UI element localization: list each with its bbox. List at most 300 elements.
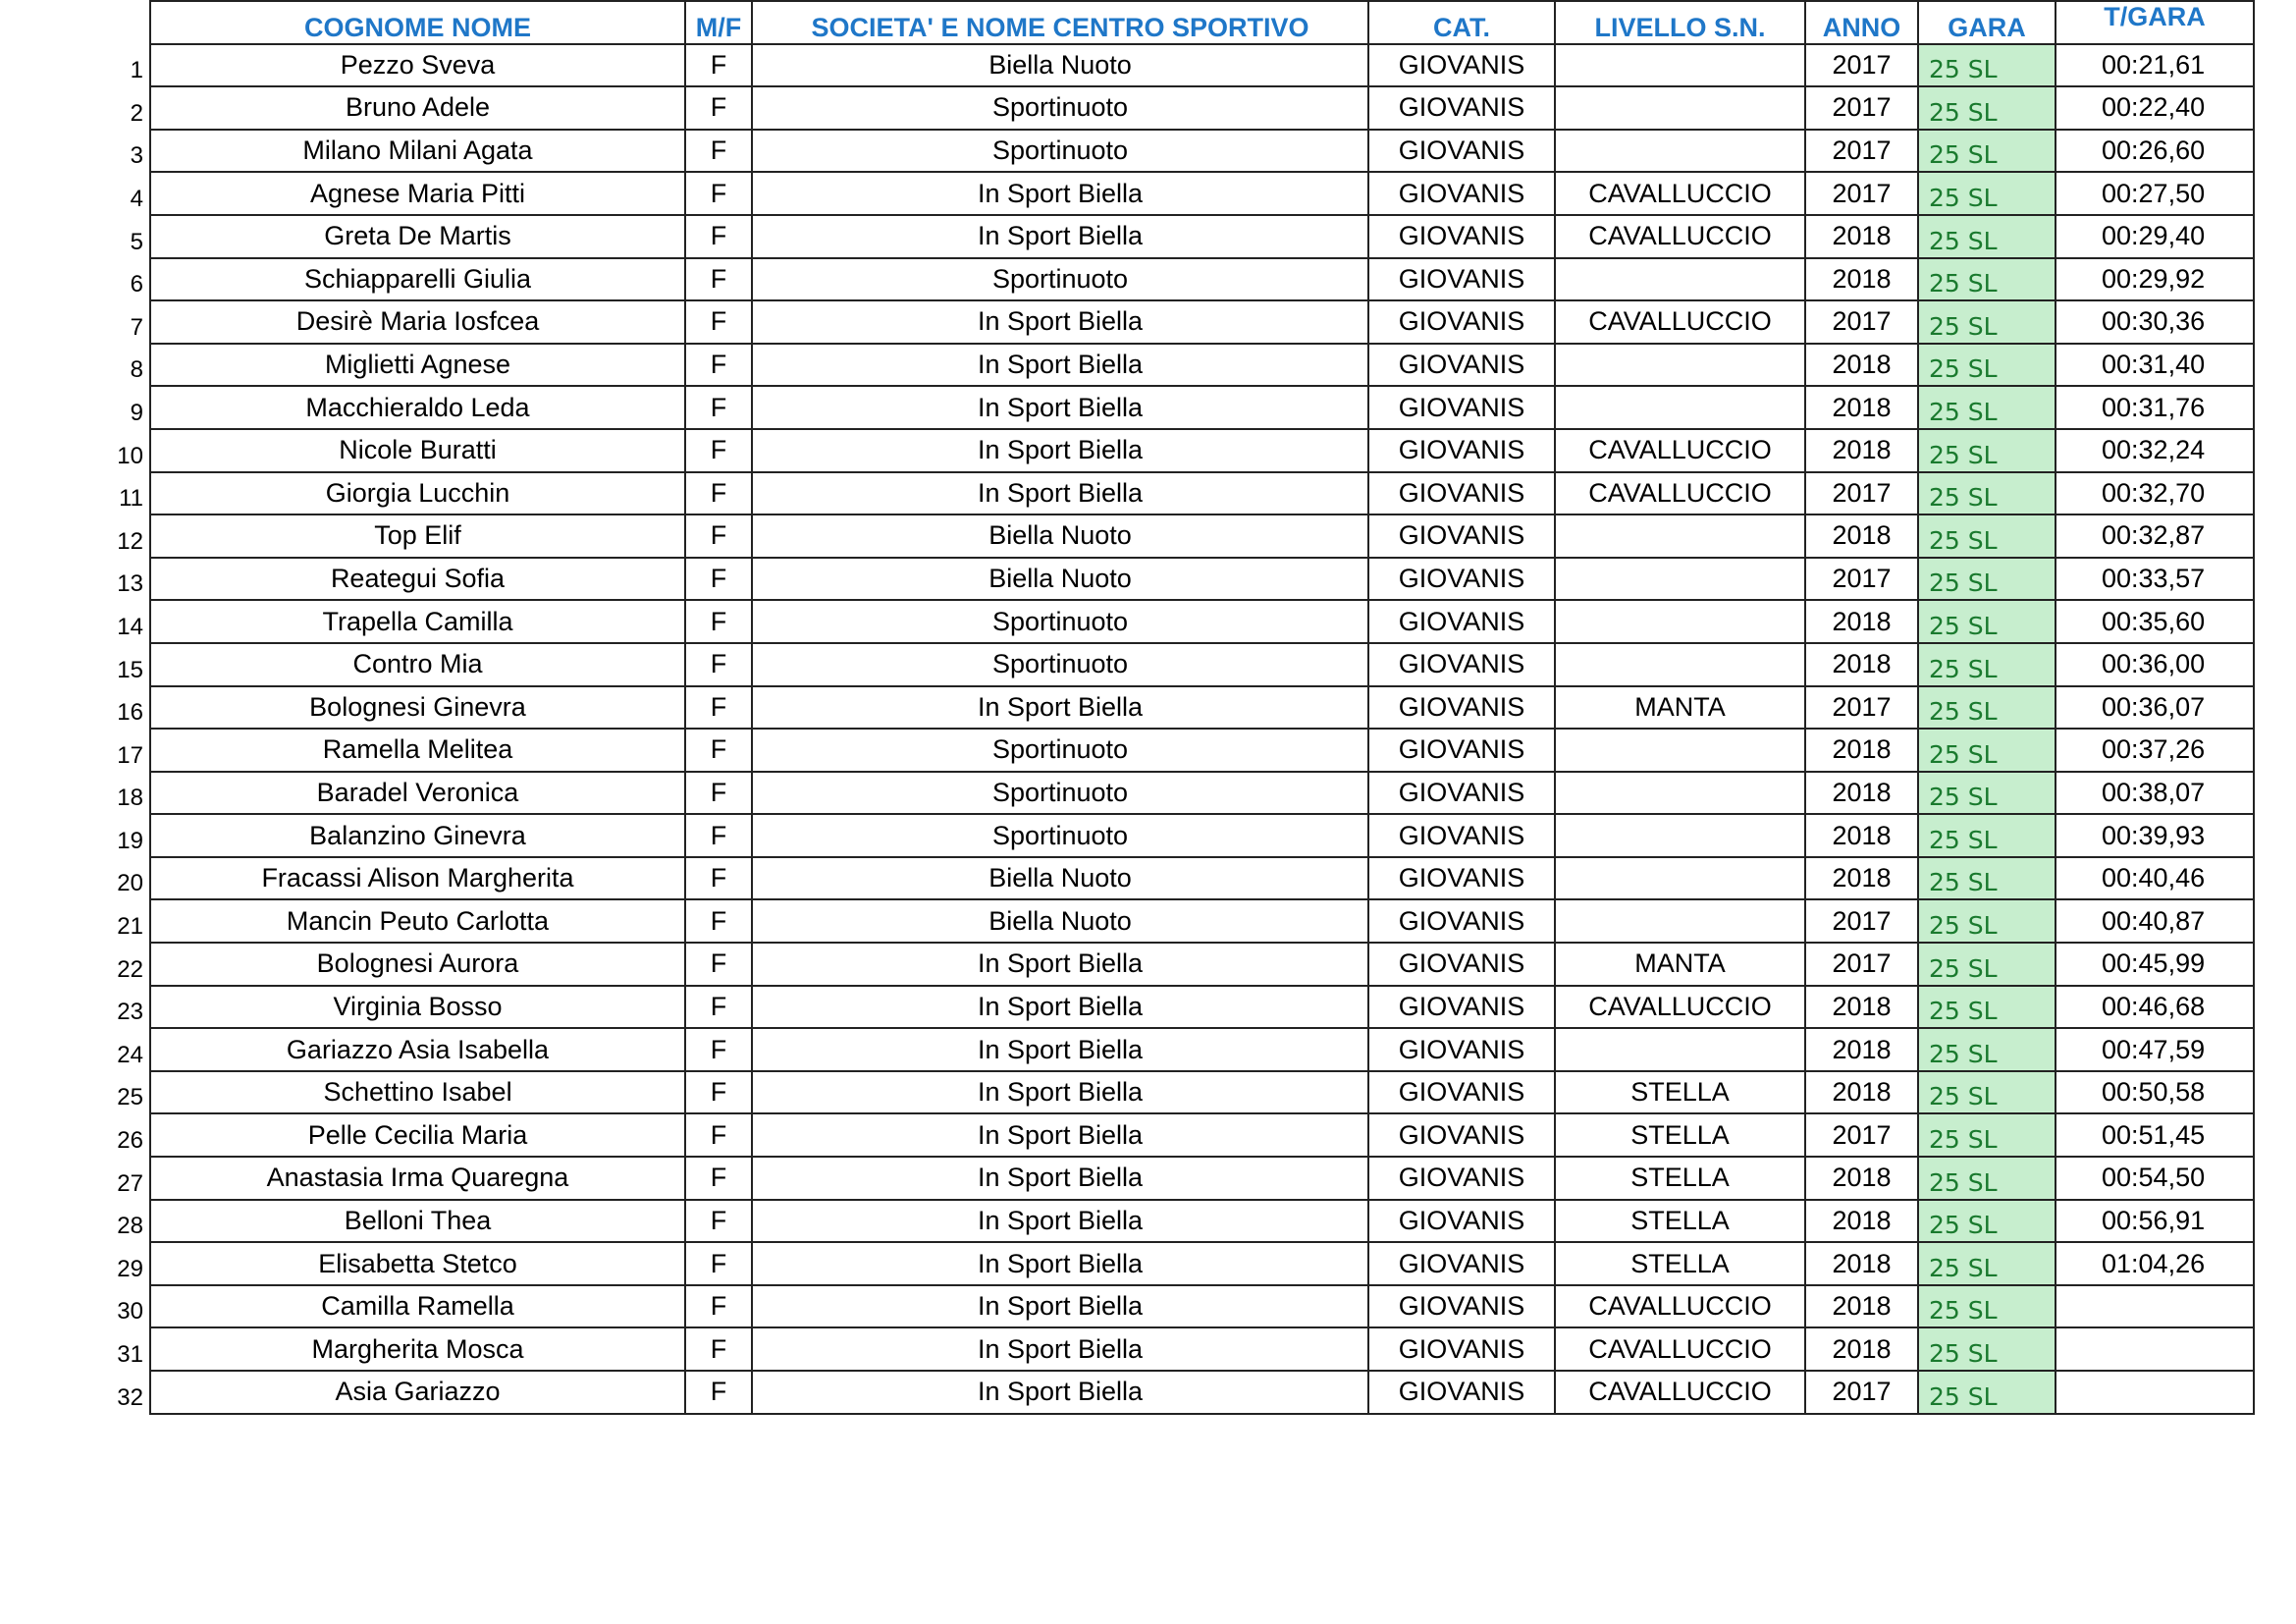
athlete-name: Greta De Martis	[150, 215, 685, 258]
row-number: 7	[130, 313, 143, 341]
gender-cell: F	[685, 857, 752, 900]
club-cell: In Sport Biella	[752, 1371, 1368, 1414]
race-cell: 25 SL	[1918, 986, 2056, 1029]
race-cell: 25 SL	[1918, 172, 2056, 215]
year-cell: 2017	[1805, 472, 1918, 515]
row-number: 1	[130, 57, 143, 84]
athlete-name: Elisabetta Stetco	[150, 1242, 685, 1285]
time-cell: 01:04,26	[2056, 1242, 2254, 1285]
race-cell: 25 SL	[1918, 44, 2056, 87]
athlete-name: Virginia Bosso	[150, 986, 685, 1029]
year-cell: 2018	[1805, 729, 1918, 772]
athlete-name: Camilla Ramella	[150, 1285, 685, 1328]
athlete-name: Bolognesi Aurora	[150, 943, 685, 986]
table-row	[0, 1157, 2254, 1200]
table-row	[0, 1113, 2254, 1157]
category-cell: GIOVANIS	[1368, 44, 1555, 87]
table-row	[0, 986, 2254, 1029]
gender-cell: F	[685, 86, 752, 130]
row-number: 29	[117, 1255, 143, 1282]
level-cell	[1555, 514, 1805, 558]
table-row	[0, 429, 2254, 472]
club-cell: Sportinuoto	[752, 600, 1368, 643]
table-row	[0, 1242, 2254, 1285]
time-cell: 00:32,87	[2056, 514, 2254, 558]
category-cell: GIOVANIS	[1368, 1327, 1555, 1371]
category-cell: GIOVANIS	[1368, 1285, 1555, 1328]
athlete-name: Belloni Thea	[150, 1200, 685, 1243]
row-number: 26	[117, 1127, 143, 1155]
header-mf: M/F	[685, 1, 752, 44]
category-cell: GIOVANIS	[1368, 643, 1555, 686]
table-row	[0, 729, 2254, 772]
category-cell: GIOVANIS	[1368, 1028, 1555, 1071]
row-number: 2	[130, 99, 143, 127]
table-row	[0, 1327, 2254, 1371]
time-cell: 00:36,07	[2056, 686, 2254, 730]
table-row	[0, 1371, 2254, 1414]
row-number: 19	[117, 827, 143, 854]
club-cell: In Sport Biella	[752, 1242, 1368, 1285]
race-cell: 25 SL	[1918, 1242, 2056, 1285]
level-cell: STELLA	[1555, 1113, 1805, 1157]
club-cell: In Sport Biella	[752, 300, 1368, 344]
category-cell: GIOVANIS	[1368, 130, 1555, 173]
table-row	[0, 686, 2254, 730]
gender-cell: F	[685, 429, 752, 472]
athlete-name: Desirè Maria Iosfcea	[150, 300, 685, 344]
table-row	[0, 514, 2254, 558]
year-cell: 2017	[1805, 558, 1918, 601]
level-cell	[1555, 857, 1805, 900]
level-cell: CAVALLUCCIO	[1555, 429, 1805, 472]
athlete-name: Baradel Veronica	[150, 772, 685, 815]
gender-cell: F	[685, 1371, 752, 1414]
level-cell: CAVALLUCCIO	[1555, 1327, 1805, 1371]
row-number: 11	[119, 485, 143, 513]
athlete-name: Gariazzo Asia Isabella	[150, 1028, 685, 1071]
gender-cell: F	[685, 344, 752, 387]
race-cell: 25 SL	[1918, 686, 2056, 730]
gender-cell: F	[685, 44, 752, 87]
year-cell: 2017	[1805, 86, 1918, 130]
level-cell: CAVALLUCCIO	[1555, 300, 1805, 344]
athlete-name: Pelle Cecilia Maria	[150, 1113, 685, 1157]
category-cell: GIOVANIS	[1368, 215, 1555, 258]
category-cell: GIOVANIS	[1368, 386, 1555, 429]
results-body	[0, 44, 2254, 1414]
athlete-name: Anastasia Irma Quaregna	[150, 1157, 685, 1200]
athlete-name: Schiapparelli Giulia	[150, 258, 685, 301]
table-row	[0, 899, 2254, 943]
category-cell: GIOVANIS	[1368, 772, 1555, 815]
race-cell: 25 SL	[1918, 1157, 2056, 1200]
table-row	[0, 857, 2254, 900]
gender-cell: F	[685, 472, 752, 515]
year-cell: 2018	[1805, 814, 1918, 857]
row-number: 12	[117, 527, 143, 555]
row-number: 17	[117, 741, 143, 769]
row-number: 23	[117, 999, 143, 1026]
race-cell: 25 SL	[1918, 729, 2056, 772]
club-cell: In Sport Biella	[752, 686, 1368, 730]
club-cell: In Sport Biella	[752, 429, 1368, 472]
race-cell: 25 SL	[1918, 386, 2056, 429]
time-cell: 00:35,60	[2056, 600, 2254, 643]
level-cell	[1555, 643, 1805, 686]
table-row	[0, 172, 2254, 215]
row-number: 13	[117, 570, 143, 598]
year-cell: 2018	[1805, 600, 1918, 643]
gender-cell: F	[685, 643, 752, 686]
level-cell: MANTA	[1555, 943, 1805, 986]
race-cell: 25 SL	[1918, 86, 2056, 130]
race-cell: 25 SL	[1918, 300, 2056, 344]
athlete-name: Giorgia Lucchin	[150, 472, 685, 515]
race-cell: 25 SL	[1918, 514, 2056, 558]
club-cell: Sportinuoto	[752, 643, 1368, 686]
race-cell: 25 SL	[1918, 558, 2056, 601]
club-cell: Biella Nuoto	[752, 857, 1368, 900]
gender-cell: F	[685, 1157, 752, 1200]
gender-cell: F	[685, 729, 752, 772]
year-cell: 2018	[1805, 386, 1918, 429]
year-cell: 2018	[1805, 429, 1918, 472]
race-cell: 25 SL	[1918, 258, 2056, 301]
category-cell: GIOVANIS	[1368, 1071, 1555, 1114]
athlete-name: Schettino Isabel	[150, 1071, 685, 1114]
club-cell: Sportinuoto	[752, 729, 1368, 772]
level-cell: CAVALLUCCIO	[1555, 172, 1805, 215]
year-cell: 2017	[1805, 172, 1918, 215]
year-cell: 2018	[1805, 1071, 1918, 1114]
table-row	[0, 130, 2254, 173]
level-cell: CAVALLUCCIO	[1555, 986, 1805, 1029]
time-cell: 00:47,59	[2056, 1028, 2254, 1071]
club-cell: Sportinuoto	[752, 772, 1368, 815]
gender-cell: F	[685, 986, 752, 1029]
row-number: 28	[117, 1213, 143, 1240]
gender-cell: F	[685, 386, 752, 429]
club-cell: Sportinuoto	[752, 814, 1368, 857]
club-cell: In Sport Biella	[752, 344, 1368, 387]
race-cell: 25 SL	[1918, 643, 2056, 686]
club-cell: In Sport Biella	[752, 215, 1368, 258]
time-cell: 00:38,07	[2056, 772, 2254, 815]
header-name: COGNOME NOME	[150, 1, 685, 44]
row-number: 6	[130, 271, 143, 298]
club-cell: In Sport Biella	[752, 1113, 1368, 1157]
race-cell: 25 SL	[1918, 1113, 2056, 1157]
athlete-name: Contro Mia	[150, 643, 685, 686]
table-row	[0, 600, 2254, 643]
category-cell: GIOVANIS	[1368, 686, 1555, 730]
category-cell: GIOVANIS	[1368, 472, 1555, 515]
header-cat: CAT.	[1368, 1, 1555, 44]
time-cell: 00:37,26	[2056, 729, 2254, 772]
club-cell: In Sport Biella	[752, 1327, 1368, 1371]
club-cell: Biella Nuoto	[752, 44, 1368, 87]
time-cell: 00:32,24	[2056, 429, 2254, 472]
race-cell: 25 SL	[1918, 1371, 2056, 1414]
year-cell: 2018	[1805, 1157, 1918, 1200]
athlete-name: Nicole Buratti	[150, 429, 685, 472]
year-cell: 2018	[1805, 1327, 1918, 1371]
year-cell: 2017	[1805, 1113, 1918, 1157]
year-cell: 2018	[1805, 857, 1918, 900]
level-cell	[1555, 600, 1805, 643]
row-number: 27	[117, 1169, 143, 1197]
table-row	[0, 814, 2254, 857]
row-number: 21	[117, 913, 143, 941]
time-cell	[2056, 1285, 2254, 1328]
level-cell: CAVALLUCCIO	[1555, 1285, 1805, 1328]
club-cell: In Sport Biella	[752, 386, 1368, 429]
race-cell: 25 SL	[1918, 429, 2056, 472]
header-row	[0, 1, 2254, 44]
year-cell: 2018	[1805, 344, 1918, 387]
time-cell: 00:56,91	[2056, 1200, 2254, 1243]
club-cell: In Sport Biella	[752, 1071, 1368, 1114]
time-cell: 00:54,50	[2056, 1157, 2254, 1200]
category-cell: GIOVANIS	[1368, 943, 1555, 986]
table-row	[0, 215, 2254, 258]
row-number: 32	[117, 1383, 143, 1411]
row-number: 5	[130, 228, 143, 255]
year-cell: 2018	[1805, 1285, 1918, 1328]
race-cell: 25 SL	[1918, 1200, 2056, 1243]
year-cell: 2017	[1805, 943, 1918, 986]
level-cell: CAVALLUCCIO	[1555, 1371, 1805, 1414]
year-cell: 2018	[1805, 1200, 1918, 1243]
gender-cell: F	[685, 1113, 752, 1157]
year-cell: 2017	[1805, 44, 1918, 87]
category-cell: GIOVANIS	[1368, 1200, 1555, 1243]
athlete-name: Asia Gariazzo	[150, 1371, 685, 1414]
header-time: T/GARA	[2056, 1, 2254, 44]
club-cell: In Sport Biella	[752, 943, 1368, 986]
table-row	[0, 772, 2254, 815]
athlete-name: Agnese Maria Pitti	[150, 172, 685, 215]
level-cell: STELLA	[1555, 1157, 1805, 1200]
gender-cell: F	[685, 1200, 752, 1243]
year-cell: 2018	[1805, 215, 1918, 258]
time-cell: 00:50,58	[2056, 1071, 2254, 1114]
gender-cell: F	[685, 899, 752, 943]
category-cell: GIOVANIS	[1368, 1157, 1555, 1200]
athlete-name: Fracassi Alison Margherita	[150, 857, 685, 900]
time-cell: 00:33,57	[2056, 558, 2254, 601]
club-cell: Sportinuoto	[752, 258, 1368, 301]
race-cell: 25 SL	[1918, 857, 2056, 900]
gender-cell: F	[685, 300, 752, 344]
year-cell: 2017	[1805, 130, 1918, 173]
table-row	[0, 472, 2254, 515]
race-cell: 25 SL	[1918, 1071, 2056, 1114]
club-cell: In Sport Biella	[752, 472, 1368, 515]
gender-cell: F	[685, 1028, 752, 1071]
gender-cell: F	[685, 172, 752, 215]
row-number: 16	[117, 699, 143, 727]
club-cell: Biella Nuoto	[752, 899, 1368, 943]
row-number: 10	[117, 442, 143, 469]
category-cell: GIOVANIS	[1368, 899, 1555, 943]
year-cell: 2017	[1805, 1371, 1918, 1414]
level-cell	[1555, 814, 1805, 857]
row-number: 24	[117, 1041, 143, 1068]
athlete-name: Trapella Camilla	[150, 600, 685, 643]
row-number: 14	[117, 613, 143, 640]
time-cell: 00:29,40	[2056, 215, 2254, 258]
table-row	[0, 1285, 2254, 1328]
race-cell: 25 SL	[1918, 814, 2056, 857]
gender-cell: F	[685, 600, 752, 643]
time-cell: 00:29,92	[2056, 258, 2254, 301]
table-row	[0, 558, 2254, 601]
category-cell: GIOVANIS	[1368, 258, 1555, 301]
time-cell: 00:22,40	[2056, 86, 2254, 130]
level-cell: CAVALLUCCIO	[1555, 215, 1805, 258]
row-number: 3	[130, 142, 143, 170]
time-cell	[2056, 1371, 2254, 1414]
table-row	[0, 258, 2254, 301]
gender-cell: F	[685, 1285, 752, 1328]
row-number: 8	[130, 356, 143, 384]
level-cell	[1555, 772, 1805, 815]
club-cell: Biella Nuoto	[752, 514, 1368, 558]
table-row	[0, 643, 2254, 686]
category-cell: GIOVANIS	[1368, 729, 1555, 772]
level-cell	[1555, 729, 1805, 772]
header-year: ANNO	[1805, 1, 1918, 44]
gender-cell: F	[685, 514, 752, 558]
time-cell	[2056, 1327, 2254, 1371]
year-cell: 2018	[1805, 986, 1918, 1029]
row-number: 9	[130, 399, 143, 426]
gender-cell: F	[685, 258, 752, 301]
athlete-name: Bolognesi Ginevra	[150, 686, 685, 730]
table-row	[0, 386, 2254, 429]
category-cell: GIOVANIS	[1368, 1242, 1555, 1285]
race-cell: 25 SL	[1918, 943, 2056, 986]
category-cell: GIOVANIS	[1368, 558, 1555, 601]
category-cell: GIOVANIS	[1368, 344, 1555, 387]
race-cell: 25 SL	[1918, 130, 2056, 173]
year-cell: 2018	[1805, 1242, 1918, 1285]
athlete-name: Mancin Peuto Carlotta	[150, 899, 685, 943]
row-number: 22	[117, 955, 143, 983]
athlete-name: Bruno Adele	[150, 86, 685, 130]
level-cell	[1555, 386, 1805, 429]
header-race: GARA	[1918, 1, 2056, 44]
gender-cell: F	[685, 772, 752, 815]
table-row	[0, 300, 2254, 344]
level-cell	[1555, 44, 1805, 87]
table-row	[0, 86, 2254, 130]
level-cell: STELLA	[1555, 1242, 1805, 1285]
athlete-name: Top Elif	[150, 514, 685, 558]
year-cell: 2018	[1805, 643, 1918, 686]
gender-cell: F	[685, 686, 752, 730]
gender-cell: F	[685, 558, 752, 601]
athlete-name: Reategui Sofia	[150, 558, 685, 601]
category-cell: GIOVANIS	[1368, 857, 1555, 900]
athlete-name: Ramella Melitea	[150, 729, 685, 772]
category-cell: GIOVANIS	[1368, 814, 1555, 857]
category-cell: GIOVANIS	[1368, 300, 1555, 344]
club-cell: Sportinuoto	[752, 86, 1368, 130]
time-cell: 00:27,50	[2056, 172, 2254, 215]
race-cell: 25 SL	[1918, 1327, 2056, 1371]
gender-cell: F	[685, 215, 752, 258]
athlete-name: Miglietti Agnese	[150, 344, 685, 387]
row-number: 15	[117, 656, 143, 683]
gender-cell: F	[685, 814, 752, 857]
time-cell: 00:39,93	[2056, 814, 2254, 857]
club-cell: In Sport Biella	[752, 1028, 1368, 1071]
athlete-name: Balanzino Ginevra	[150, 814, 685, 857]
level-cell	[1555, 899, 1805, 943]
year-cell: 2017	[1805, 899, 1918, 943]
row-number: 18	[117, 785, 143, 812]
header-club: SOCIETA' E NOME CENTRO SPORTIVO	[752, 1, 1368, 44]
level-cell: STELLA	[1555, 1071, 1805, 1114]
time-cell: 00:40,87	[2056, 899, 2254, 943]
gender-cell: F	[685, 943, 752, 986]
race-cell: 25 SL	[1918, 772, 2056, 815]
time-cell: 00:31,76	[2056, 386, 2254, 429]
time-cell: 00:45,99	[2056, 943, 2254, 986]
club-cell: Sportinuoto	[752, 130, 1368, 173]
club-cell: Biella Nuoto	[752, 558, 1368, 601]
table-row	[0, 1028, 2254, 1071]
category-cell: GIOVANIS	[1368, 1113, 1555, 1157]
level-cell	[1555, 558, 1805, 601]
level-cell	[1555, 258, 1805, 301]
club-cell: In Sport Biella	[752, 986, 1368, 1029]
athlete-name: Macchieraldo Leda	[150, 386, 685, 429]
time-cell: 00:26,60	[2056, 130, 2254, 173]
club-cell: In Sport Biella	[752, 1200, 1368, 1243]
time-cell: 00:40,46	[2056, 857, 2254, 900]
year-cell: 2018	[1805, 258, 1918, 301]
race-cell: 25 SL	[1918, 344, 2056, 387]
race-cell: 25 SL	[1918, 600, 2056, 643]
time-cell: 00:31,40	[2056, 344, 2254, 387]
time-cell: 00:51,45	[2056, 1113, 2254, 1157]
gender-cell: F	[685, 130, 752, 173]
time-cell: 00:36,00	[2056, 643, 2254, 686]
time-cell: 00:21,61	[2056, 44, 2254, 87]
category-cell: GIOVANIS	[1368, 172, 1555, 215]
year-cell: 2018	[1805, 772, 1918, 815]
row-number: 20	[117, 870, 143, 897]
table-row	[0, 943, 2254, 986]
category-cell: GIOVANIS	[1368, 986, 1555, 1029]
time-cell: 00:46,68	[2056, 986, 2254, 1029]
header-row-number	[0, 1, 150, 44]
gender-cell: F	[685, 1327, 752, 1371]
table-row	[0, 1200, 2254, 1243]
year-cell: 2018	[1805, 1028, 1918, 1071]
level-cell: STELLA	[1555, 1200, 1805, 1243]
athlete-name: Margherita Mosca	[150, 1327, 685, 1371]
category-cell: GIOVANIS	[1368, 1371, 1555, 1414]
race-cell: 25 SL	[1918, 1285, 2056, 1328]
club-cell: In Sport Biella	[752, 1157, 1368, 1200]
header-level: LIVELLO S.N.	[1555, 1, 1805, 44]
race-cell: 25 SL	[1918, 899, 2056, 943]
